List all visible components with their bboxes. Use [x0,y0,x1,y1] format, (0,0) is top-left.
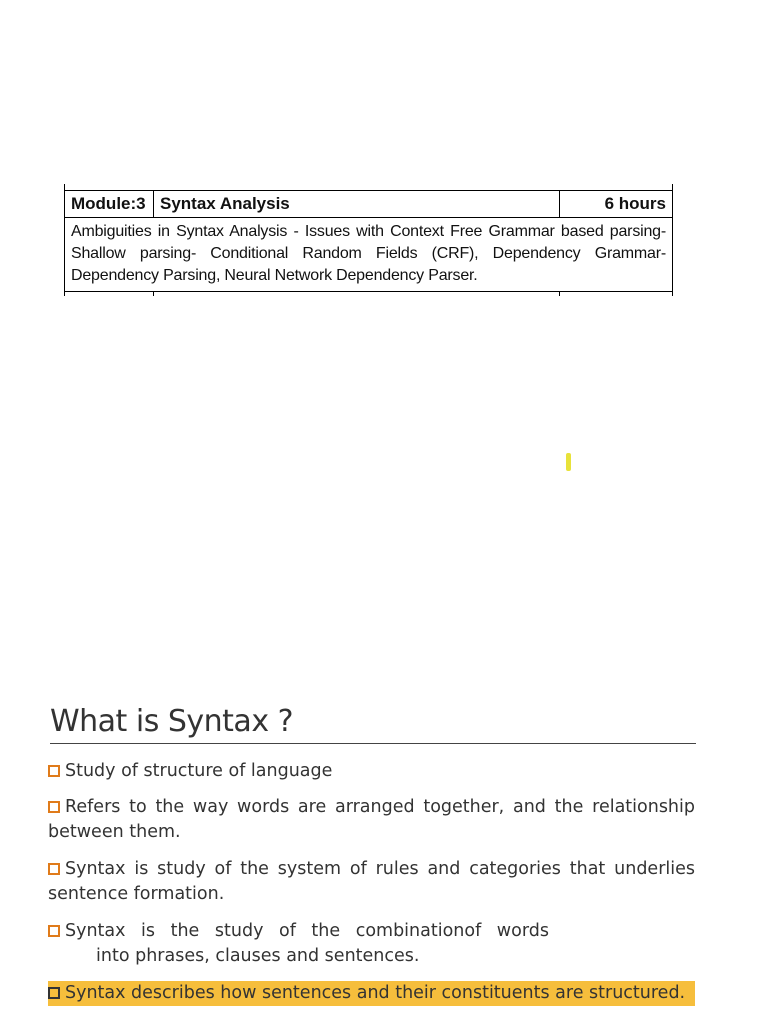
module-title: Syntax Analysis [154,191,560,218]
highlighted-bullet-item [48,981,695,1006]
bullet-text: Syntax is the study of the combinationof words [65,921,549,941]
hollow-square-bullet-icon [48,863,60,875]
text-cursor-marker [566,453,571,471]
bullet-continuation: into phrases, clauses and sentences. [96,946,420,966]
hollow-square-bullet-icon [48,765,60,777]
bullet-item [48,919,695,969]
bullet-text: Syntax is study of the system of rules and categories that underlies sentence formation. [48,859,695,904]
bullet-text: Syntax describes how sentences and their constituents are structured. [65,983,686,1003]
bullet-text: Study of structure of language [65,761,333,781]
syllabus-table-snippet [64,184,673,298]
bullet-item [48,759,695,784]
hollow-square-bullet-icon [48,987,60,999]
slide-title: What is Syntax ? [50,700,696,744]
bullet-text: Refers to the way words are arranged together, and the relationship between them. [48,797,695,842]
module-hours: 6 hours [560,191,673,218]
hollow-square-bullet-icon [48,925,60,937]
module-label: Module:3 [65,191,154,218]
bullet-item [48,795,695,845]
module-header-row [65,191,673,218]
bullet-item [48,857,695,907]
module-description-row [65,218,673,292]
hollow-square-bullet-icon [48,801,60,813]
module-description: Ambiguities in Syntax Analysis - Issues with Context Free Grammar based parsing- Shallow parsing- Conditional Random Fields (CRF), Dependency Grammar- Dependency Parsing, Neural Network Dependency Parser. [65,218,673,292]
cropped-next-row [65,292,673,297]
syllabus-table [64,190,673,296]
